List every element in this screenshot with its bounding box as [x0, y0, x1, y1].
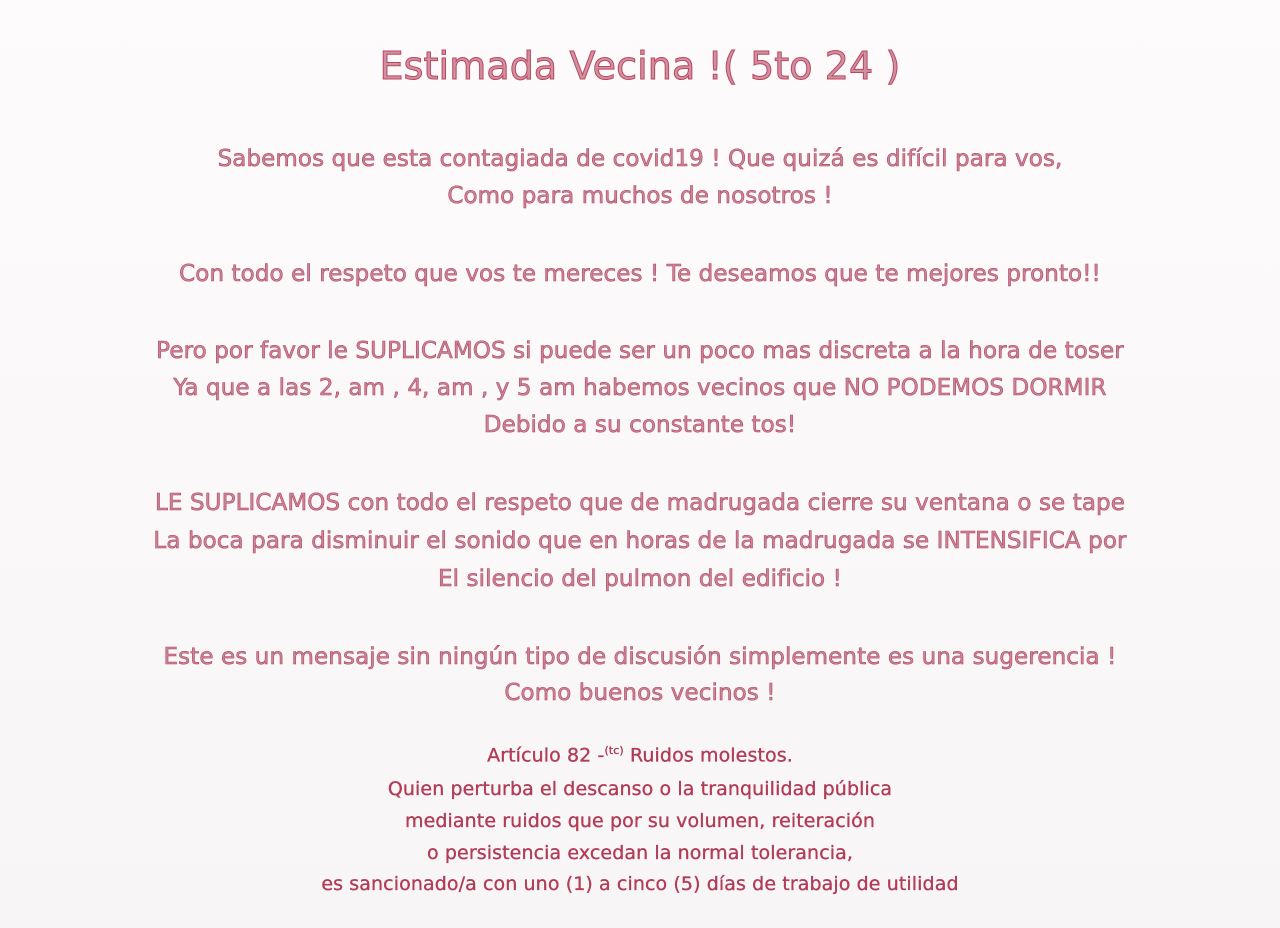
paragraph-4-line-3: El silencio del pulmon del edificio !: [438, 566, 842, 592]
article-line-4: es sancionado/a con uno (1) a cinco (5) días de trabajo de utilidad: [321, 873, 959, 895]
article-heading-suffix: Ruidos molestos.: [623, 744, 793, 767]
paragraph-2-line-1: Con todo el respeto que vos te mereces ! Te deseamos que te mejores pronto!!: [179, 261, 1101, 287]
article-heading-prefix: Artículo 82 -: [487, 744, 605, 767]
paragraph-1-line-2: Como para muchos de nosotros !: [447, 183, 833, 209]
paragraph-1-line-1: Sabemos que esta contagiada de covid19 ! Que quizá es difícil para vos,: [217, 146, 1063, 172]
article-heading: [0, 744, 1280, 766]
paragraph-3-line-1: Pero por favor le SUPLICAMOS si puede ser un poco mas discreta a la hora de toser: [156, 338, 1124, 364]
paragraph-4-line-2: La boca para disminuir el sonido que en horas de la madrugada se INTENSIFICA por: [153, 528, 1127, 554]
article-heading-superscript: (tc): [604, 744, 624, 757]
article-line-1: Quien perturba el descanso o la tranquilidad pública: [387, 778, 893, 800]
paragraph-3-line-2: Ya que a las 2, am , 4, am , y 5 am habemos vecinos que NO PODEMOS DORMIR: [173, 375, 1107, 401]
paragraph-3-line-3: Debido a su constante tos!: [483, 412, 797, 438]
paragraph-4-line-1: LE SUPLICAMOS con todo el respeto que de madrugada cierre su ventana o se tape: [155, 490, 1125, 516]
article-line-2: mediante ruidos que por su volumen, reiteración: [404, 810, 876, 832]
notice-title: Estimada Vecina !( 5to 24 ): [379, 44, 901, 88]
paragraph-5-line-2: Como buenos vecinos !: [504, 680, 776, 706]
article-line-3: o persistencia excedan la normal tolerancia,: [427, 842, 853, 864]
paragraph-5-line-1: Este es un mensaje sin ningún tipo de discusión simplemente es una sugerencia !: [163, 644, 1117, 670]
